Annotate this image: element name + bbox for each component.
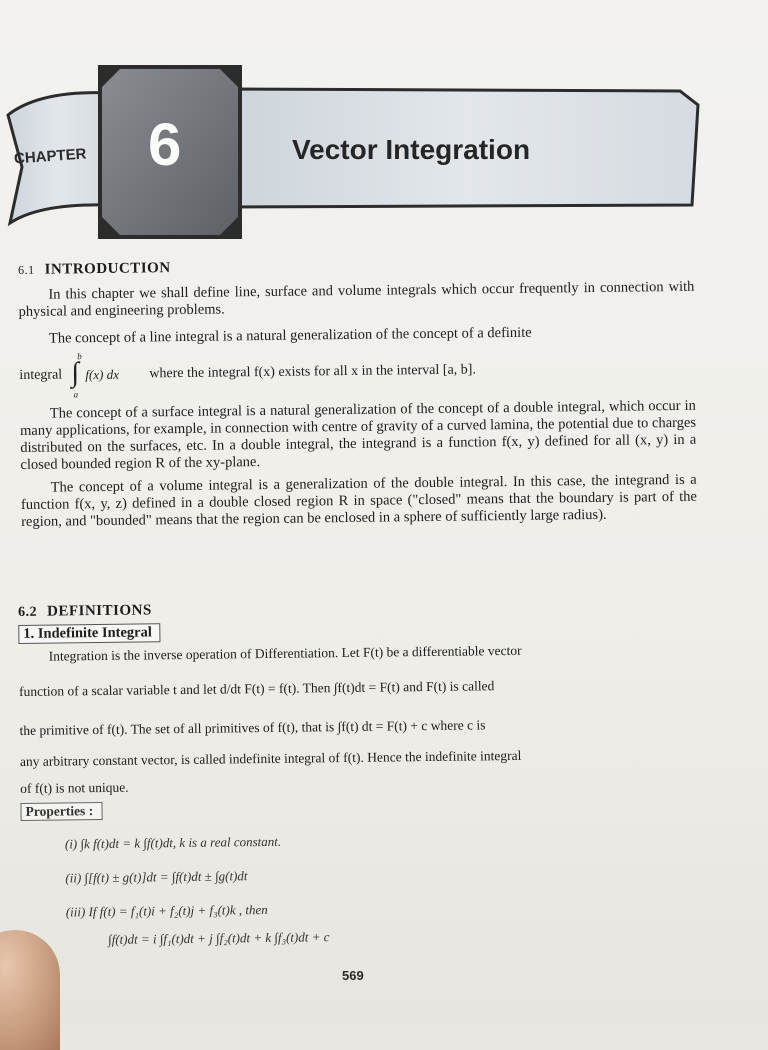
intro-integral-line bbox=[19, 344, 695, 400]
properties-heading: Properties : bbox=[20, 802, 102, 821]
property-2: (ii) ∫[f(t) ± g(t)]dt = ∫f(t)dt ± ∫g(t)dt bbox=[65, 868, 248, 886]
indefinite-integral-heading-wrap bbox=[18, 617, 694, 644]
definitions-section bbox=[18, 596, 698, 949]
integral-sign: ∫ bbox=[71, 357, 80, 389]
indefinite-integral-heading: 1. Indefinite Integral bbox=[18, 623, 161, 644]
definition-line-5: of f(t) is not unique. bbox=[20, 779, 129, 796]
intro-paragraph-2a: The concept of a line integral is a natural generalization of the concept of a definite bbox=[48, 324, 532, 347]
definitions-section-number: 6.2 bbox=[18, 604, 38, 620]
intro-paragraph-3: The concept of a surface integral is a natural generalization of the concept of a double integral, which occur in many applications, for example, in connection with centre of gravity of a curved lamina, the potential due to charges distributed on the surfaces, etc. In a double integral, the integrand is a function f(x, y) defined for all (x, y) in a closed bounded region R of the xy-plane. bbox=[19, 397, 697, 473]
intro-section-number: 6.1 bbox=[18, 262, 35, 277]
thumb-image bbox=[0, 930, 60, 1050]
intro-heading bbox=[18, 254, 694, 279]
intro-paragraph-1: In this chapter we shall define line, surface and volume integrals which occur frequently in connection with physical and engineering problems. bbox=[18, 278, 695, 320]
property-3-result: ∫f(t)dt = i ∫f₁(t)dt + j ∫f₂(t)dt + k ∫f₃(t)dt + c bbox=[108, 929, 330, 947]
integral-line-rest: where the integral f(x) exists for all x in the interval [a, b]. bbox=[149, 362, 476, 382]
property-1: (i) ∫k f(t)dt = k ∫f(t)dt, k is a real constant. bbox=[64, 833, 282, 852]
page-number: 569 bbox=[342, 968, 364, 983]
intro-section bbox=[18, 254, 697, 531]
integrand: f(x) dx bbox=[85, 366, 120, 383]
integral-word: integral bbox=[19, 367, 63, 383]
definition-line-4: any arbitrary constant vector, is called indefinite integral of f(t). Hence the indefinite integral bbox=[19, 747, 522, 769]
intro-paragraph-4: The concept of a volume integral is a generalization of the double integral. In this case, the integrand is a function f(x, y, z) defined in a double closed region R in space ("closed" means that the boundary is part of the region, and "bounded" means that the region can be enclosed in a sphere of sufficiently large radius). bbox=[20, 471, 698, 530]
chapter-title: Vector Integration bbox=[292, 134, 531, 165]
chapter-number: 6 bbox=[148, 111, 182, 178]
intro-heading-text: INTRODUCTION bbox=[44, 260, 171, 278]
lower-limit: a bbox=[73, 389, 79, 400]
upper-limit: b bbox=[77, 351, 82, 362]
chapter-label: CHAPTER bbox=[13, 145, 88, 168]
definition-line-3: the primitive of f(t). The set of all primitives of f(t), that is ∫f(t) dt = F(t) + c where c is bbox=[19, 717, 486, 738]
property-3: (iii) If f(t) = f₁(t)i + f₂(t)j + f₃(t)k , then bbox=[65, 901, 268, 920]
definition-line-1: Integration is the inverse operation of Differentiation. Let F(t) be a differentiable vector bbox=[48, 642, 522, 664]
definitions-heading-text: DEFINITIONS bbox=[46, 602, 152, 620]
definition-line-2: function of a scalar variable t and let d/dt F(t) = f(t). Then ∫f(t)dt = F(t) and F(t) is called bbox=[18, 678, 495, 699]
properties-heading-wrap bbox=[20, 795, 696, 821]
